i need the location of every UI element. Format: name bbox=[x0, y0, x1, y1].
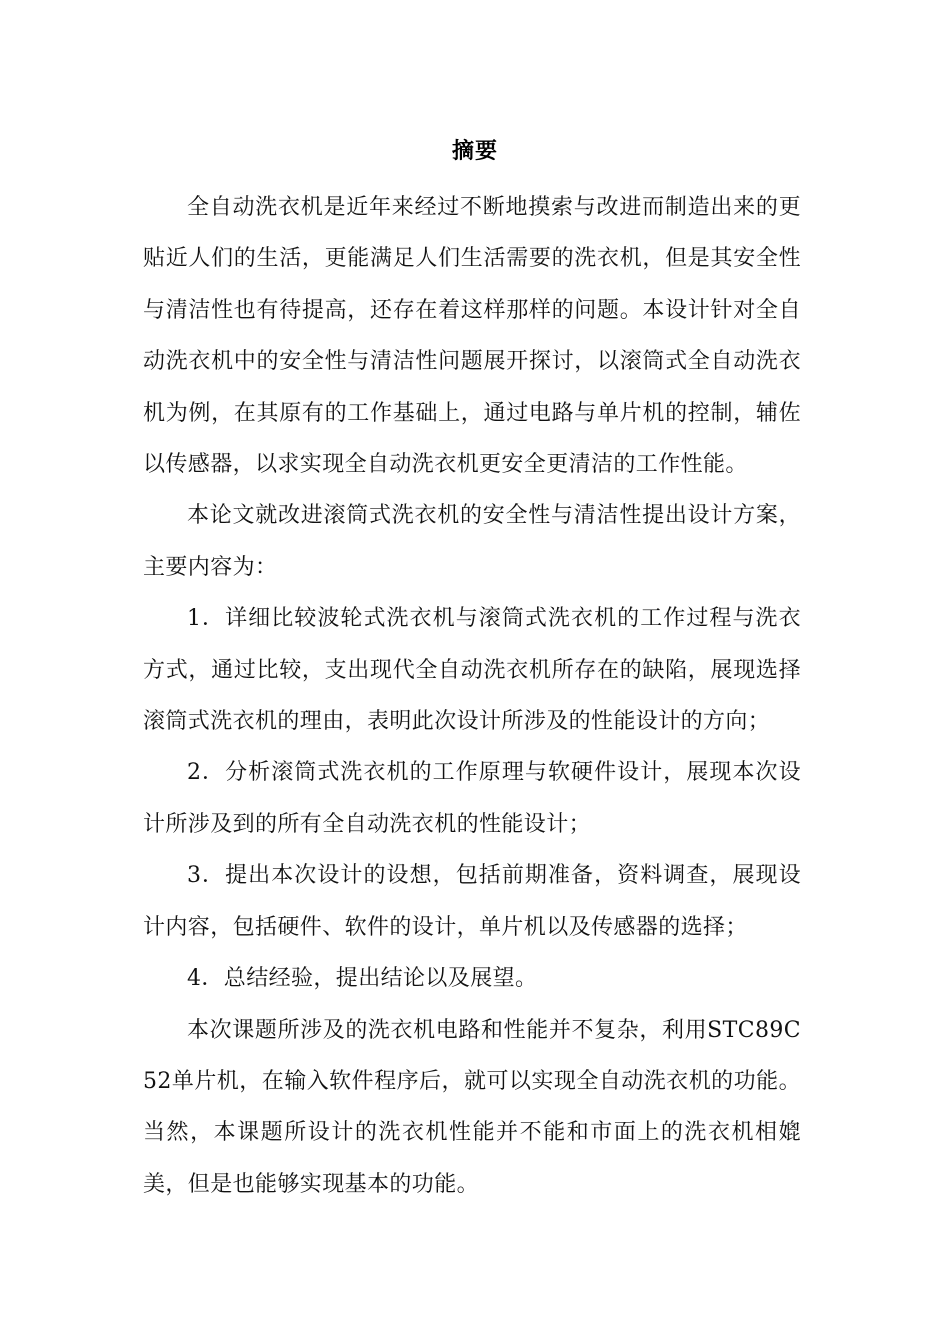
abstract-body bbox=[143, 182, 801, 1210]
list-item-2: 2．分析滚筒式洗衣机的工作原理与软硬件设计，展现本次设计所涉及到的所有全自动洗衣机的性能设计； bbox=[143, 760, 801, 837]
list-item-3: 3．提出本次设计的设想，包括前期准备，资料调查，展现设计内容，包括硬件、软件的设计，单片机以及传感器的选择； bbox=[143, 863, 801, 940]
paragraph-scope: 本论文就改进滚筒式洗衣机的安全性与清洁性提出设计方案，主要内容为： bbox=[143, 503, 801, 580]
abstract-title: 摘要 bbox=[451, 139, 498, 164]
paragraph-conclusion: 本次课题所涉及的洗衣机电路和性能并不复杂，利用STC89C52单片机，在输入软件程序后，就可以实现全自动洗衣机的功能。当然，本课题所设计的洗衣机性能并不能和市面上的洗衣机相媲美，但是也能够实现基本的功能。 bbox=[143, 1017, 801, 1197]
list-item-1: 1．详细比较波轮式洗衣机与滚筒式洗衣机的工作过程与洗衣方式，通过比较，支出现代全自动洗衣机所存在的缺陷，展现选择滚筒式洗衣机的理由，表明此次设计所涉及的性能设计的方向； bbox=[143, 606, 801, 735]
paragraph-intro: 全自动洗衣机是近年来经过不断地摸索与改进而制造出来的更贴近人们的生活，更能满足人们生活需要的洗衣机，但是其安全性与清洁性也有待提高，还存在着这样那样的问题。本设计针对全自动洗衣机中的安全性与清洁性问题展开探讨，以滚筒式全自动洗衣机为例，在其原有的工作基础上，通过电路与单片机的控制，辅佐以传感器，以求实现全自动洗衣机更安全更清洁的工作性能。 bbox=[143, 195, 801, 478]
list-item-4: 4．总结经验，提出结论以及展望。 bbox=[187, 966, 538, 992]
